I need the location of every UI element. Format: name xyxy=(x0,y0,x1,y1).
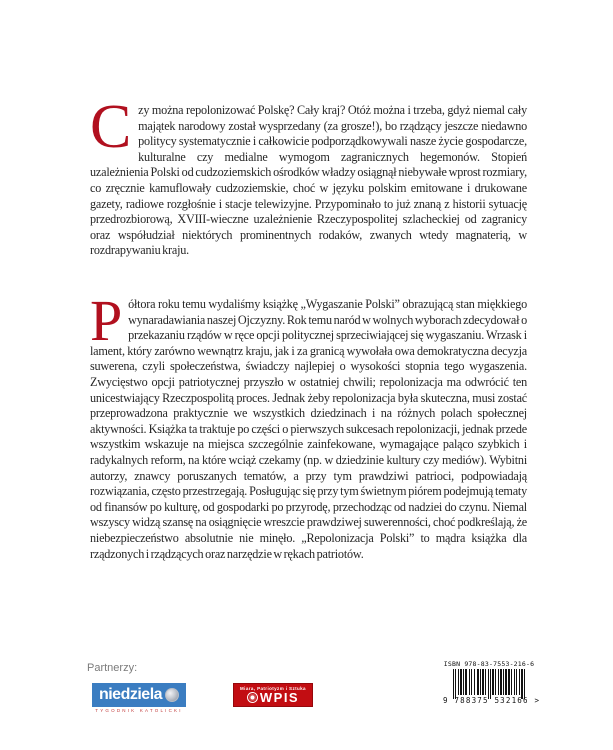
drop-cap-c: C xyxy=(90,93,132,161)
wpis-wordmark: WPIS xyxy=(259,690,300,705)
niedziela-logo xyxy=(92,683,186,713)
isbn-label: ISBN 978-83-7553-216-6 xyxy=(443,660,535,668)
annotation-paragraph-1 xyxy=(90,93,527,259)
niedziela-tagline: TYGODNIK KATOLICKI xyxy=(95,708,183,713)
barcode-bars xyxy=(443,669,535,699)
ean-suffix: > xyxy=(534,696,541,705)
ean-number xyxy=(443,696,541,705)
niedziela-logo-bar xyxy=(92,683,186,707)
wpis-logo xyxy=(233,683,313,707)
isbn-barcode xyxy=(443,660,541,705)
wpis-logo-main xyxy=(247,691,299,704)
eagle-emblem-icon xyxy=(247,692,258,703)
niedziela-wordmark: niedziela xyxy=(98,686,163,703)
partners-label: Partnerzy: xyxy=(87,662,138,674)
paragraph-2-text: ółtora roku temu wydaliśmy książkę „Wygaszanie Polski” obrazującą stan miękkiego wynaradawiania naszej Ojczyzny. Rok temu naród w wolnych wyborach zdecydował o przekazaniu rządów w ręce opcji politycznej sprzeciwiającej się wygaszaniu. Wrzask i lament, który zarówno wewnątrz kraju, jak i za granicą wywołała owa demokratyczna decyzja suwerena, czyli społeczeństwa, świadczy najlepiej o wysokości stopnia tego wygaszenia. Zwycięstwo opcji patriotycznej przyszło w ostatniej chwili; repolonizacja ma odwrócić ten unicestwiający Rzeczpospolitą proces. Jednak żeby repolonizacja była skuteczna, musi zostać przeprowadzona praktycznie we wszystkich dziedzinach i na różnych polach społecznej aktywności. Książka ta traktuje po części o pierwszych sukcesach repolonizacji, jednak przede wszystkim wskazuje na miejsca szczególnie zainfekowane, wymagające paląco szybkich i radykalnych reform, na które wciąż czekamy (np. w dziedzinie kultury czy mediów). Wybitni autorzy, znawcy poruszanych tematów, a przy tym prawdziwi patrioci, podpowiadają rozwiązania, często przestrzegają. Posługując się przy tym świetnym piórem podejmują tematy od finansów po kulturę, od gospodarki po przyrodę, przechodząc od nadziei do czynu. Niemal wszyscy widzą szansę na osiągnięcie wreszcie prawdziwej suwerenności, choć podkreślają, że niebezpieczeństwo absolutnie nie minęło. „Repolonizacja Polski” to mądra książka dla rządzonych i rządzących oraz narzędzie w rękach patriotów. xyxy=(90,297,527,561)
paragraph-1-text: zy można repolonizować Polskę? Cały kraj? Otóż można i trzeba, gdyż niemal cały majątek narodowy został wysprzedany (za grosze!), bo rządzący jeszcze niedawno politycy systematycznie i całkowicie podporządkowywali nasze życie gospodarcze, kulturalne czy medialne wymogom zagranicznych hegemonów. Stopień uzależnienia Polski od cudzoziemskich ośrodków władzy osiągnął niebywałe wprost rozmiary, co zręcznie kamuflowały cudzoziemskie, choć w języku polskim emitowane i drukowane gazety, radiowe rozgłośnie i stacje telewizyjne. Przypominało to już znaną z historii sytuację przedrozbiorową, XVIII-wieczne uzależnienie Rzeczypospolitej szlacheckiej od zagranicy oraz współudział niektórych prominentnych rodaków, zwanych wtedy magnaterią, w rozdrapywaniu kraju. xyxy=(90,103,527,258)
wpis-logo-header: Miara, Patriotyzm i Sztuka xyxy=(240,685,306,691)
globe-icon xyxy=(165,688,179,702)
annotation-paragraph-2 xyxy=(90,288,527,562)
ean-digits: 9 788375 532166 xyxy=(443,696,529,705)
drop-cap-p: P xyxy=(90,288,123,353)
